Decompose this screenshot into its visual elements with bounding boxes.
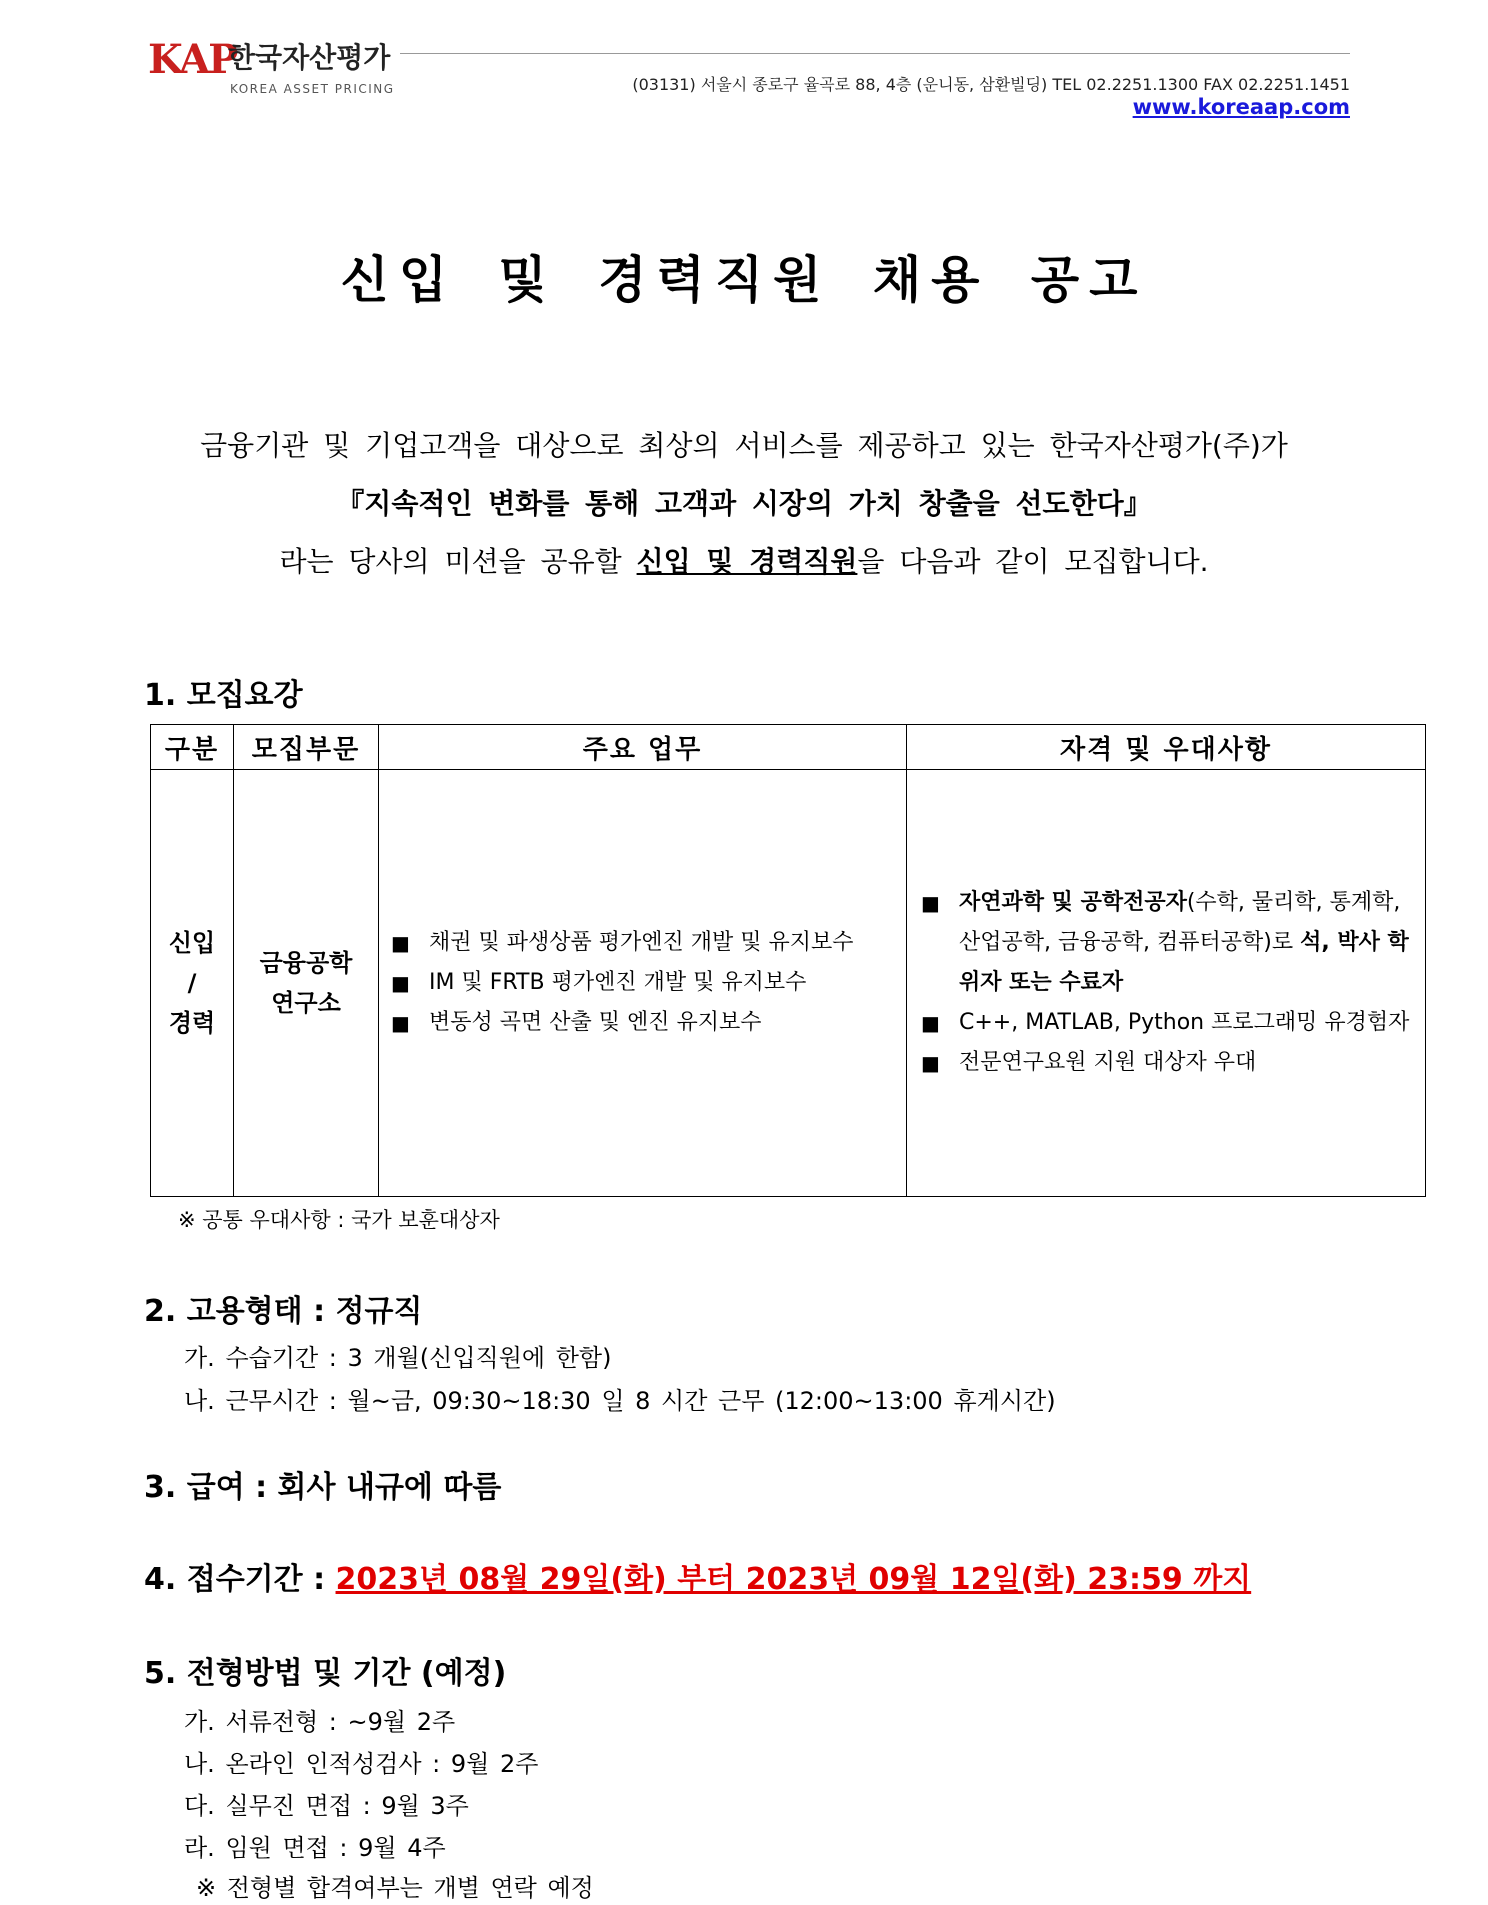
duty-item: ■ 채권 및 파생상품 평가엔진 개발 및 유지보수 bbox=[391, 923, 905, 963]
section-5-item: 가. 서류전형 : ~9월 2주 bbox=[184, 1708, 456, 1736]
application-period: 2023년 08월 29일(화) 부터 2023년 09월 12일(화) 23:59 까지 bbox=[335, 1562, 1252, 1597]
section-2-title: 2. 고용형태 : 정규직 bbox=[144, 1294, 423, 1329]
logo-mark: KAP bbox=[148, 36, 237, 83]
duty-item: ■ 변동성 곡면 산출 및 엔진 유지보수 bbox=[391, 1003, 905, 1043]
website-link[interactable]: www.koreaap.com bbox=[1132, 95, 1350, 119]
cell-qualifications bbox=[907, 770, 1426, 1197]
table-note: ※ 공통 우대사항 : 국가 보훈대상자 bbox=[178, 1208, 500, 1232]
intro-line-3: 라는 당사의 미션을 공유할 신입 및 경력직원을 다음과 같이 모집합니다. bbox=[279, 545, 1209, 578]
section-5-title: 5. 전형방법 및 기간 (예정) bbox=[144, 1656, 507, 1691]
page-title: 신입 및 경력직원 채용 공고 bbox=[340, 251, 1148, 309]
section-2-item: 나. 근무시간 : 월~금, 09:30~18:30 일 8 시간 근무 (12:00~13:00 휴게시간) bbox=[184, 1387, 1056, 1415]
qual-item: ■ 자연과학 및 공학전공자(수학, 물리학, 통계학, 산업공학, 금융공학, 컴퓨터공학)로 석, 박사 학위자 또는 수료자 bbox=[921, 883, 1413, 1003]
section-5-item: 나. 온라인 인적성검사 : 9월 2주 bbox=[184, 1750, 539, 1778]
section-1-title: 1. 모집요강 bbox=[144, 678, 303, 713]
header-address: (03131) 서울시 종로구 율곡로 88, 4층 (운니동, 삼환빌딩) TEL 02.2251.1300 FAX 02.2251.1451 bbox=[632, 75, 1350, 94]
col-header-duties: 주요 업무 bbox=[379, 725, 907, 770]
company-name-kr: 한국자산평가 bbox=[228, 41, 391, 74]
col-header-qualifications: 자격 및 우대사항 bbox=[907, 725, 1426, 770]
section-5-note: ※ 전형별 합격여부는 개별 연락 예정 bbox=[196, 1874, 594, 1902]
duty-item: ■ IM 및 FRTB 평가엔진 개발 및 유지보수 bbox=[391, 963, 905, 1003]
qual-item: ■ 전문연구요원 지원 대상자 우대 bbox=[921, 1043, 1413, 1083]
company-name-en: KOREA ASSET PRICING bbox=[230, 82, 395, 96]
cell-duties bbox=[379, 770, 907, 1197]
col-header-gubun: 구분 bbox=[151, 725, 234, 770]
intro-mission: 『지속적인 변화를 통해 고객과 시장의 가치 창출을 선도한다』 bbox=[336, 487, 1152, 520]
table-row bbox=[151, 770, 1426, 1197]
col-header-dept: 모집부문 bbox=[234, 725, 379, 770]
section-2-item: 가. 수습기간 : 3 개월(신입직원에 한함) bbox=[184, 1344, 612, 1372]
company-logo bbox=[148, 28, 408, 100]
intro-emphasis: 신입 및 경력직원 bbox=[636, 545, 858, 578]
header-divider bbox=[400, 53, 1350, 54]
section-3-title: 3. 급여 : 회사 내규에 따름 bbox=[144, 1470, 502, 1505]
section-5-item: 다. 실무진 면접 : 9월 3주 bbox=[184, 1792, 469, 1820]
cell-dept: 금융공학 연구소 bbox=[234, 770, 379, 1197]
intro-line-1: 금융기관 및 기업고객을 대상으로 최상의 서비스를 제공하고 있는 한국자산평가(주)가 bbox=[200, 429, 1288, 462]
section-4-title: 4. 접수기간 : 2023년 08월 29일(화) 부터 2023년 09월 12일(화) 23:59 까지 bbox=[144, 1562, 1252, 1597]
cell-gubun: 신입 / 경력 bbox=[151, 770, 234, 1197]
recruitment-table bbox=[150, 724, 1426, 1197]
qual-item: ■ C++, MATLAB, Python 프로그래밍 유경험자 bbox=[921, 1003, 1413, 1043]
section-5-item: 라. 임원 면접 : 9월 4주 bbox=[184, 1834, 446, 1862]
